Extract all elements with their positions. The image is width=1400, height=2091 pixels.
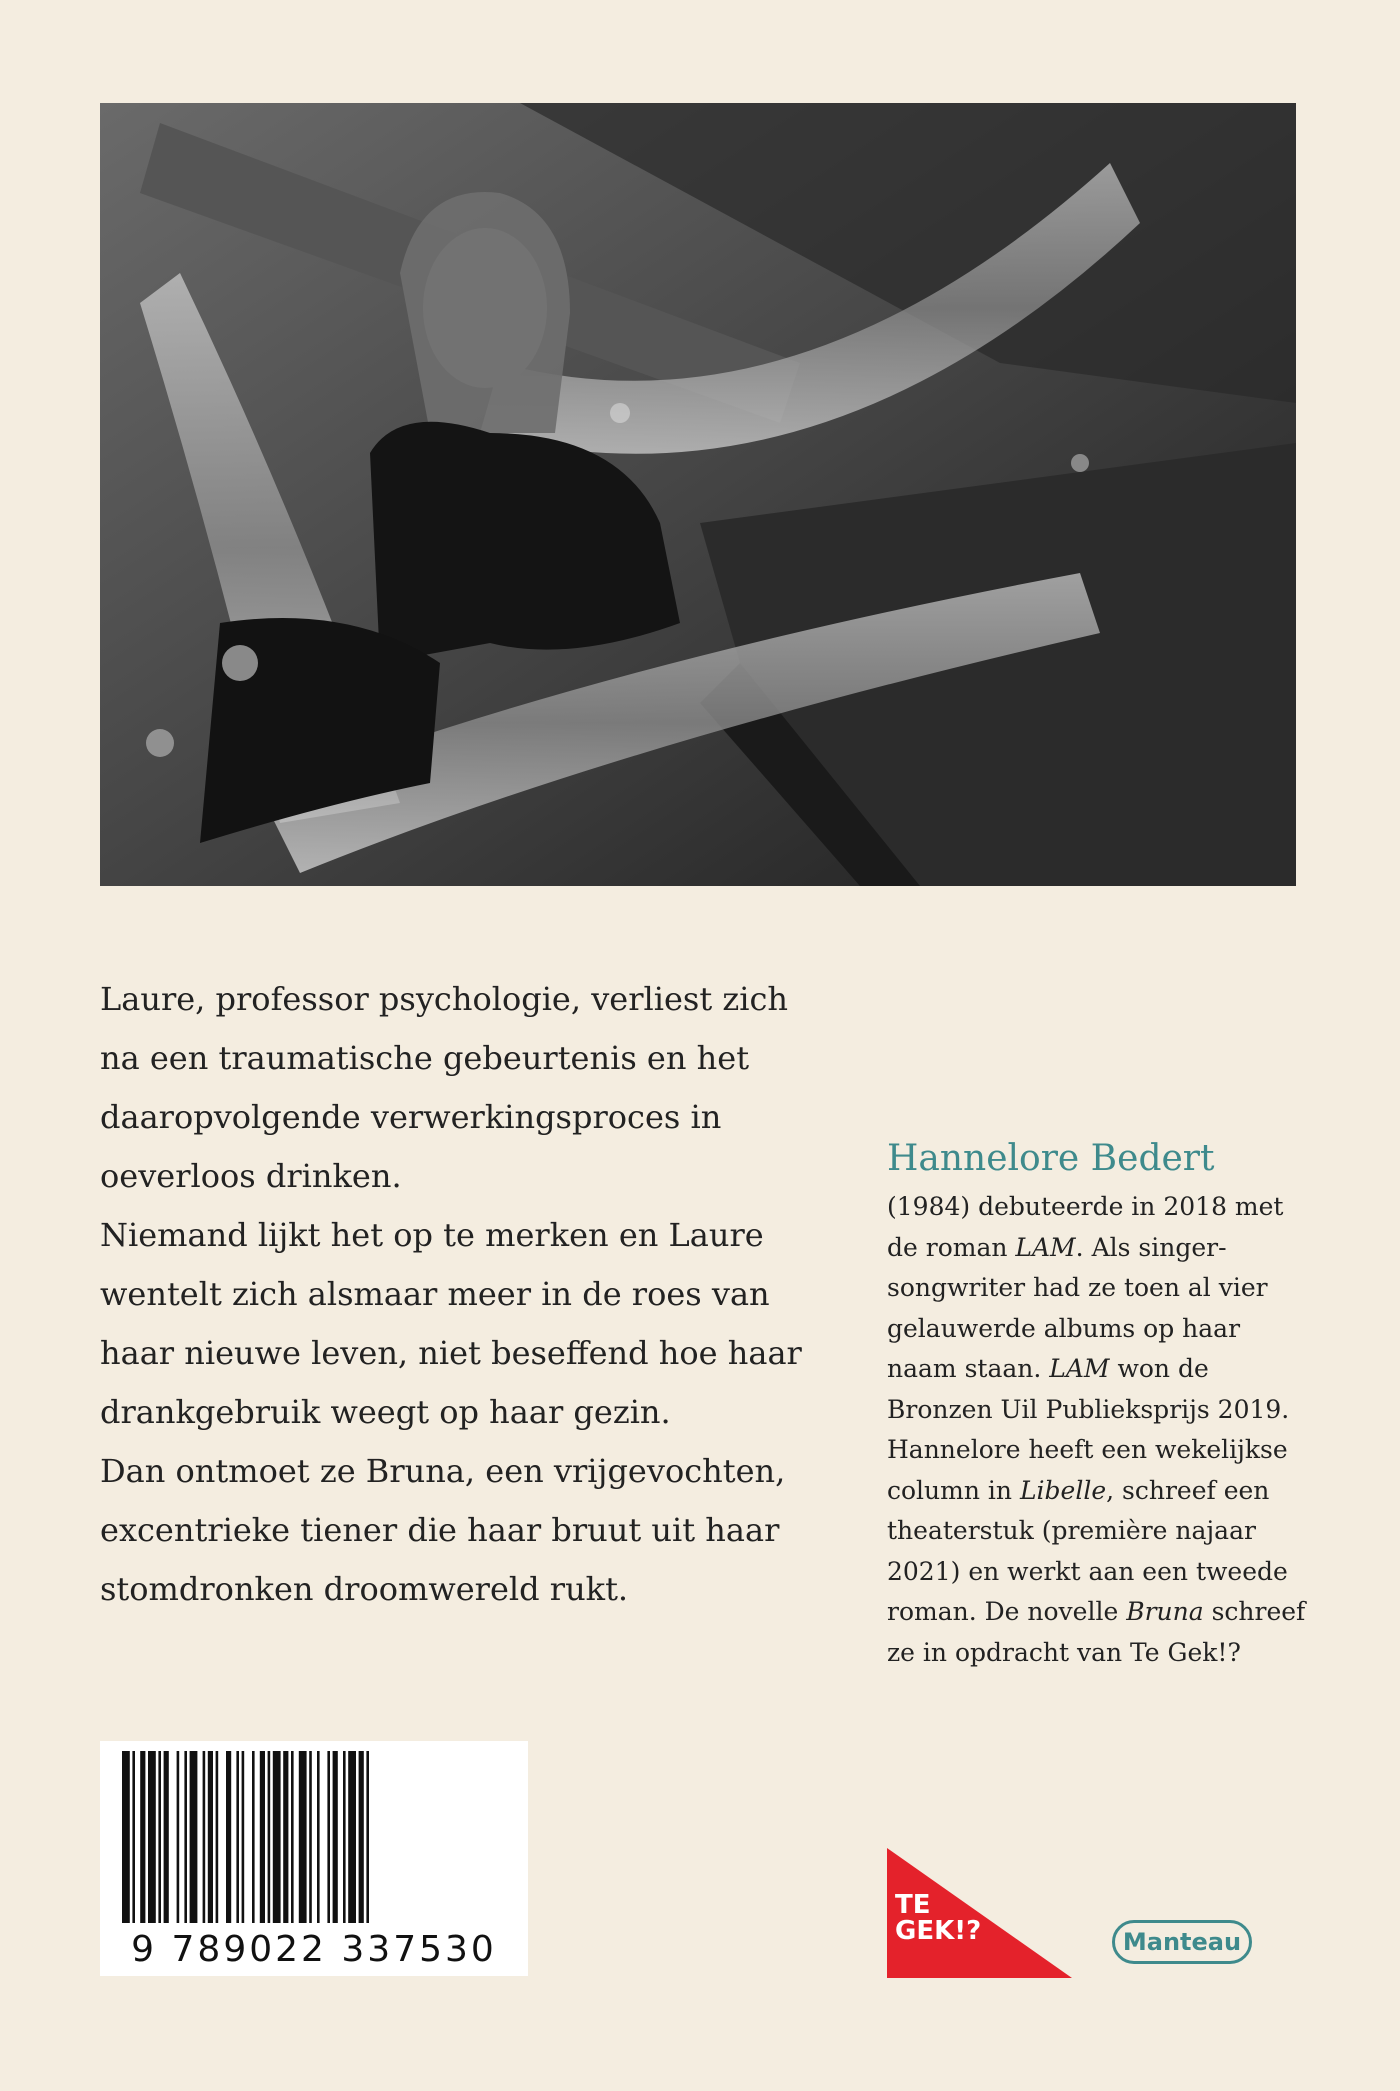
barcode-bar: [268, 1751, 271, 1923]
bio-title-libelle: Libelle: [1019, 1475, 1107, 1505]
barcode-bar: [260, 1751, 265, 1923]
bio-title-lam: LAM: [1015, 1232, 1076, 1262]
barcode-bar: [216, 1751, 219, 1923]
barcode-bar: [184, 1751, 187, 1923]
barcode-bar: [333, 1751, 338, 1923]
barcode-bar: [132, 1751, 135, 1923]
manteau-logo: [1112, 1920, 1252, 1964]
barcode-bar: [122, 1751, 130, 1923]
barcode-bar: [359, 1751, 364, 1923]
barcode-bar: [158, 1751, 161, 1923]
te-gek-logo-text: [895, 1892, 981, 1944]
barcode-bar: [366, 1751, 369, 1923]
bio-text: won de Bronzen Uil Publieksprijs 2019. Hannelore heeft een wekelijkse column in: [887, 1354, 1290, 1505]
author-bio: [887, 1187, 1307, 1673]
barcode-bar: [148, 1751, 156, 1923]
bio-text: , schreef een theaterstuk (première najaar 2021) en werkt aan een tweede roman. De novelle: [887, 1475, 1288, 1626]
barcode-bar: [203, 1751, 206, 1923]
bio-text: schreef ze in opdracht van Te Gek!?: [887, 1597, 1306, 1667]
isbn-number: 9 789022 337530: [131, 1929, 497, 1970]
te-gek-line-2: GEK!?: [895, 1916, 982, 1946]
barcode-bar: [343, 1751, 346, 1923]
book-blurb: [100, 970, 840, 1619]
barcode-bar: [291, 1751, 294, 1923]
barcode-bar: [177, 1751, 180, 1923]
te-gek-line-1: TE: [895, 1890, 931, 1920]
blurb-paragraph-3: Dan ontmoet ze Bruna, een vrijgevochten, excentrieke tiener die haar bruut uit haar stomdronken droomwereld rukt.: [100, 1452, 786, 1608]
barcode-bar: [190, 1751, 198, 1923]
barcode-bar: [242, 1751, 245, 1923]
barcode-bar: [236, 1751, 239, 1923]
barcode-bar: [226, 1751, 231, 1923]
isbn-barcode: [100, 1741, 528, 1976]
barcode-bar: [252, 1751, 255, 1923]
bio-title-lam: LAM: [1049, 1354, 1110, 1383]
author-section: [887, 1135, 1307, 1673]
manteau-logo-text: Manteau: [1122, 1928, 1242, 1956]
author-photo: [100, 103, 1296, 886]
author-name: Hannelore Bedert: [887, 1138, 1215, 1179]
te-gek-logo: [887, 1848, 1072, 1978]
barcode-bar: [208, 1751, 213, 1923]
bio-title-bruna: Bruna: [1126, 1597, 1204, 1626]
barcode-bar: [327, 1751, 330, 1923]
barcode-bar: [164, 1751, 169, 1923]
bio-text: (1984) debuteerde in 2018 met de roman: [887, 1192, 1284, 1262]
bio-text: . Als singer-songwriter had ze toen al vier gelauwerde albums op haar naam staan.: [887, 1232, 1268, 1383]
barcode-bar: [283, 1751, 288, 1923]
blurb-paragraph-1: Laure, professor psychologie, verliest zich na een traumatische gebeurtenis en het daaropvolgende verwerkingsproces in oeverloos drinken.: [100, 980, 788, 1195]
blurb-paragraph-2: Niemand lijkt het op te merken en Laure wentelt zich alsmaar meer in de roes van haar nieuwe leven, niet beseffend hoe haar drankgebruik weegt op haar gezin.: [100, 1216, 802, 1431]
barcode-bar: [140, 1751, 145, 1923]
barcode-bar: [299, 1751, 307, 1923]
barcode-bar: [348, 1751, 356, 1923]
barcode-bar: [317, 1751, 320, 1923]
barcode-bar: [309, 1751, 312, 1923]
barcode-bar: [273, 1751, 281, 1923]
